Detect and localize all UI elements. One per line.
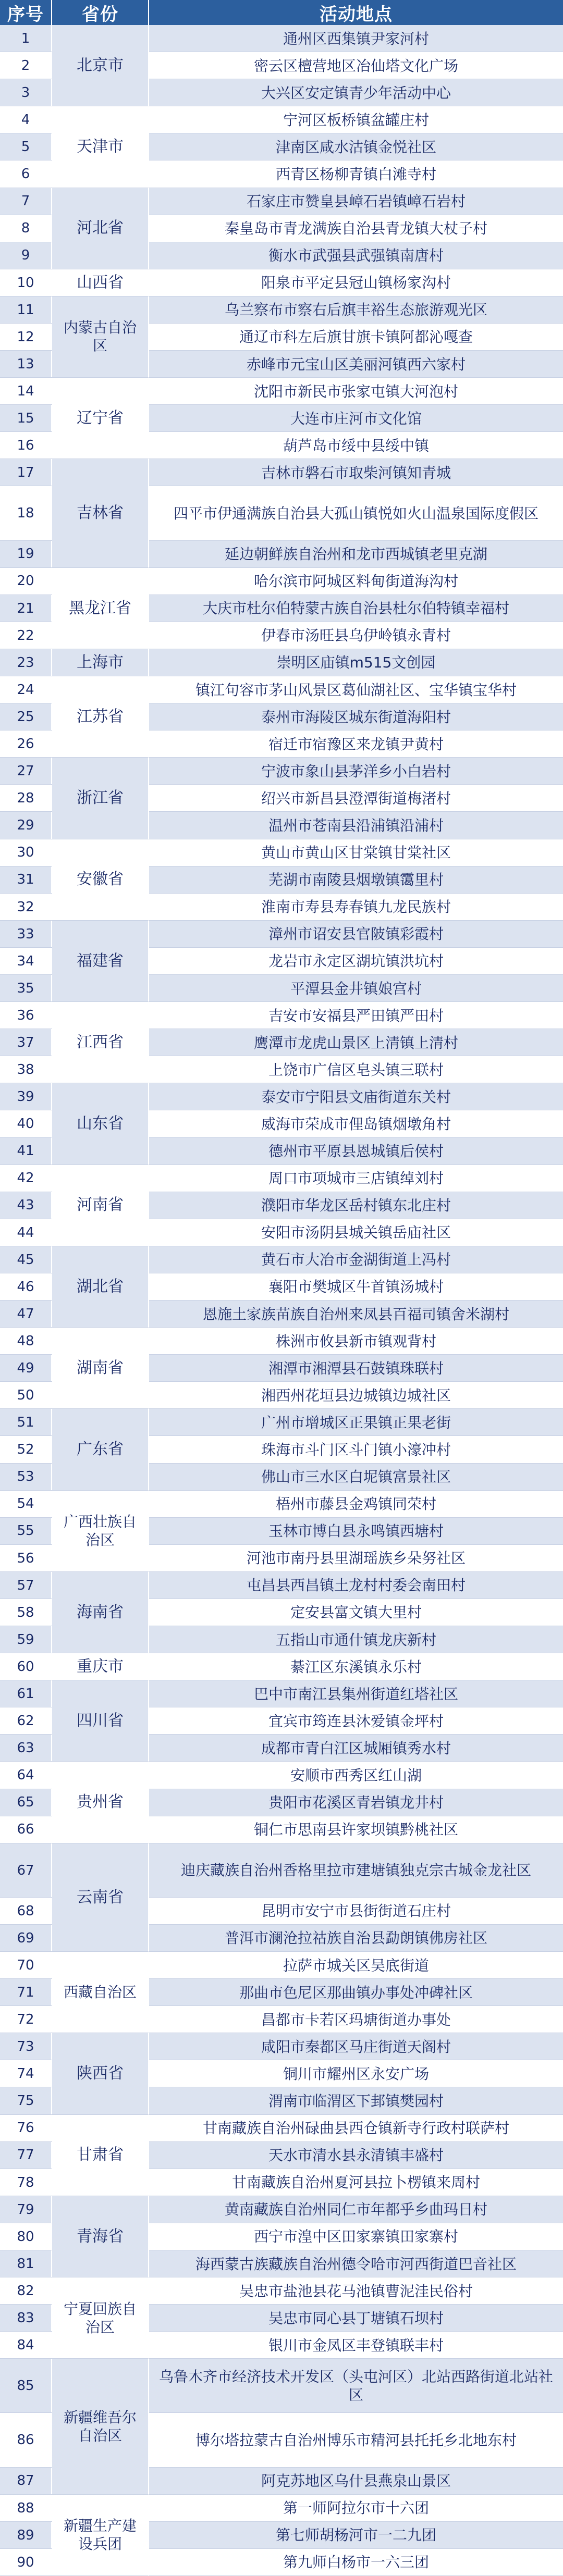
- row-location: 湘西州花垣县边城镇边城社区: [149, 1382, 563, 1409]
- row-number: 84: [0, 2332, 52, 2359]
- province-cell: 上海市: [52, 649, 149, 676]
- row-location: 威海市荣成市俚岛镇烟墩角村: [149, 1110, 563, 1137]
- row-number: 65: [0, 1789, 52, 1816]
- province-cell: 陕西省: [52, 2033, 149, 2114]
- header-num: 序号: [0, 0, 52, 25]
- row-location: 襄阳市樊城区牛首镇汤城村: [149, 1273, 563, 1301]
- row-location: 甘南藏族自治州碌曲县西仓镇新寺行政村联萨村: [149, 2115, 563, 2142]
- row-location: 恩施土家族苗族自治州来凤县百福司镇舍米湖村: [149, 1301, 563, 1328]
- province-cell: 山东省: [52, 1083, 149, 1165]
- row-number: 78: [0, 2169, 52, 2196]
- row-location: 濮阳市华龙区岳村镇东北庄村: [149, 1192, 563, 1219]
- row-number: 28: [0, 785, 52, 812]
- row-location: 通辽市科左后旗甘旗卡镇阿都沁嘎查: [149, 324, 563, 351]
- row-location: 拉萨市城关区吴底街道: [149, 1952, 563, 1979]
- row-number: 57: [0, 1572, 52, 1599]
- province-cell: 吉林省: [52, 459, 149, 567]
- row-number: 12: [0, 324, 52, 351]
- row-number: 2: [0, 52, 52, 79]
- row-location: 巴中市南江县集州街道红塔社区: [149, 1680, 563, 1707]
- row-number: 26: [0, 730, 52, 758]
- province-cell: 广西壮族自治区: [52, 1491, 149, 1572]
- province-cell: 安徽省: [52, 839, 149, 921]
- row-number: 35: [0, 975, 52, 1002]
- row-location: 崇明区庙镇m515文创园: [149, 649, 563, 676]
- province-cell: 辽宁省: [52, 378, 149, 459]
- row-number: 75: [0, 2087, 52, 2114]
- row-number: 23: [0, 649, 52, 676]
- row-number: 79: [0, 2196, 52, 2223]
- row-number: 72: [0, 2006, 52, 2033]
- province-cell: 福建省: [52, 921, 149, 1002]
- row-location: 哈尔滨市阿城区料甸街道海沟村: [149, 568, 563, 595]
- province-cell: 河北省: [52, 188, 149, 269]
- row-number: 41: [0, 1137, 52, 1165]
- row-number: 10: [0, 269, 52, 296]
- row-location: 衡水市武强县武强镇南唐村: [149, 242, 563, 269]
- row-location: 乌兰察布市察右后旗丰裕生态旅游观光区: [149, 296, 563, 324]
- province-cell: 江西省: [52, 1002, 149, 1083]
- province-cell: 新疆维吾尔自治区: [52, 2359, 149, 2494]
- row-location: 綦江区东溪镇永乐村: [149, 1653, 563, 1680]
- row-number: 27: [0, 758, 52, 785]
- row-location: 赤峰市元宝山区美丽河镇西六家村: [149, 351, 563, 378]
- row-location: 吴忠市盐池县花马池镇曹泥洼民俗村: [149, 2277, 563, 2305]
- row-number: 66: [0, 1816, 52, 1843]
- row-location: 昆明市安宁市县街街道石庄村: [149, 1898, 563, 1925]
- row-location: 吴忠市同心县丁塘镇石坝村: [149, 2305, 563, 2332]
- row-number: 86: [0, 2413, 52, 2467]
- row-number: 33: [0, 921, 52, 948]
- row-number: 52: [0, 1436, 52, 1463]
- row-number: 37: [0, 1029, 52, 1056]
- row-location: 吉安市安福县严田镇严田村: [149, 1002, 563, 1029]
- row-location: 宁河区板桥镇盆罐庄村: [149, 106, 563, 133]
- header-location: 活动地点: [149, 0, 563, 25]
- row-location: 第七师胡杨河市一二九团: [149, 2522, 563, 2549]
- row-number: 9: [0, 242, 52, 269]
- row-location: 温州市苍南县沿浦镇沿浦村: [149, 812, 563, 839]
- row-location: 河池市南丹县里湖瑶族乡朵努社区: [149, 1545, 563, 1572]
- row-location: 葫芦岛市绥中县绥中镇: [149, 432, 563, 459]
- row-number: 7: [0, 188, 52, 215]
- row-number: 22: [0, 622, 52, 649]
- row-number: 59: [0, 1626, 52, 1653]
- row-number: 77: [0, 2142, 52, 2169]
- province-cell: 四川省: [52, 1680, 149, 1762]
- row-location: 渭南市临渭区下邽镇樊园村: [149, 2087, 563, 2114]
- province-cell: 海南省: [52, 1572, 149, 1653]
- row-location: 通州区西集镇尹家河村: [149, 25, 563, 52]
- row-location: 西宁市湟中区田家寨镇田家寨村: [149, 2223, 563, 2250]
- row-number: 50: [0, 1382, 52, 1409]
- row-number: 55: [0, 1518, 52, 1545]
- row-location: 贵阳市花溪区青岩镇龙井村: [149, 1789, 563, 1816]
- row-location: 大兴区安定镇青少年活动中心: [149, 79, 563, 106]
- row-number: 21: [0, 595, 52, 622]
- row-location: 西青区杨柳青镇白滩寺村: [149, 160, 563, 188]
- row-number: 54: [0, 1491, 52, 1518]
- row-location: 普洱市澜沧拉祜族自治县勐朗镇佛房社区: [149, 1925, 563, 1952]
- row-number: 3: [0, 79, 52, 106]
- row-location: 成都市青白江区城厢镇秀水村: [149, 1735, 563, 1762]
- row-number: 62: [0, 1707, 52, 1735]
- row-number: 46: [0, 1273, 52, 1301]
- row-location: 津南区咸水沽镇金悦社区: [149, 133, 563, 160]
- row-location: 大庆市杜尔伯特蒙古族自治县杜尔伯特镇幸福村: [149, 595, 563, 622]
- row-number: 36: [0, 1002, 52, 1029]
- row-number: 82: [0, 2277, 52, 2305]
- row-number: 5: [0, 133, 52, 160]
- row-location: 梧州市藤县金鸡镇同荣村: [149, 1491, 563, 1518]
- province-cell: 甘肃省: [52, 2115, 149, 2196]
- row-location: 淮南市寿县寿春镇九龙民族村: [149, 894, 563, 921]
- province-cell: 云南省: [52, 1843, 149, 1952]
- row-location: 宜宾市筠连县沐爱镇金坪村: [149, 1707, 563, 1735]
- row-location: 黄石市大冶市金湖街道上冯村: [149, 1246, 563, 1273]
- row-number: 53: [0, 1464, 52, 1491]
- row-location: 黄南藏族自治州同仁市年都乎乡曲玛日村: [149, 2196, 563, 2223]
- row-number: 1: [0, 25, 52, 52]
- row-location: 宁波市象山县茅洋乡小白岩村: [149, 758, 563, 785]
- row-location: 龙岩市永定区湖坑镇洪坑村: [149, 948, 563, 975]
- row-location: 泰安市宁阳县文庙街道东关村: [149, 1083, 563, 1110]
- row-location: 佛山市三水区白坭镇富景社区: [149, 1464, 563, 1491]
- row-number: 13: [0, 351, 52, 378]
- row-location: 泰州市海陵区城东街道海阳村: [149, 703, 563, 730]
- row-number: 83: [0, 2305, 52, 2332]
- row-number: 43: [0, 1192, 52, 1219]
- row-location: 漳州市诏安县官陂镇彩霞村: [149, 921, 563, 948]
- row-number: 63: [0, 1735, 52, 1762]
- province-cell: 广东省: [52, 1409, 149, 1490]
- province-cell: 浙江省: [52, 758, 149, 839]
- row-number: 34: [0, 948, 52, 975]
- row-number: 88: [0, 2495, 52, 2522]
- row-number: 4: [0, 106, 52, 133]
- row-location: 安阳市汤阴县城关镇岳庙社区: [149, 1219, 563, 1246]
- row-location: 阳泉市平定县冠山镇杨家沟村: [149, 269, 563, 296]
- province-cell: 西藏自治区: [52, 1952, 149, 2033]
- row-number: 20: [0, 568, 52, 595]
- row-number: 74: [0, 2060, 52, 2087]
- row-location: 广州市增城区正果镇正果老街: [149, 1409, 563, 1436]
- row-location: 乌鲁木齐市经济技术开发区（头屯河区）北站西路街道北站社区: [149, 2359, 563, 2413]
- row-number: 89: [0, 2522, 52, 2549]
- row-location: 第九师白杨市一六三团: [149, 2549, 563, 2576]
- row-location: 甘南藏族自治州夏河县拉卜楞镇来周村: [149, 2169, 563, 2196]
- row-location: 鹰潭市龙虎山景区上清镇上清村: [149, 1029, 563, 1056]
- row-location: 密云区檀营地区冶仙塔文化广场: [149, 52, 563, 79]
- row-location: 那曲市色尼区那曲镇办事处冲碑社区: [149, 1979, 563, 2006]
- row-number: 87: [0, 2468, 52, 2495]
- row-number: 17: [0, 459, 52, 486]
- province-cell: 天津市: [52, 106, 149, 188]
- province-cell: 青海省: [52, 2196, 149, 2277]
- province-cell: 山西省: [52, 269, 149, 296]
- row-number: 19: [0, 541, 52, 568]
- row-location: 迪庆藏族自治州香格里拉市建塘镇独克宗古城金龙社区: [149, 1843, 563, 1898]
- row-number: 15: [0, 405, 52, 432]
- row-number: 6: [0, 160, 52, 188]
- row-location: 湘潭市湘潭县石鼓镇珠联村: [149, 1355, 563, 1382]
- row-location: 海西蒙古族藏族自治州德令哈市河西街道巴音社区: [149, 2250, 563, 2277]
- row-location: 咸阳市秦都区马庄街道天阁村: [149, 2033, 563, 2060]
- row-number: 44: [0, 1219, 52, 1246]
- row-number: 31: [0, 866, 52, 894]
- row-number: 70: [0, 1952, 52, 1979]
- province-cell: 北京市: [52, 25, 149, 106]
- row-location: 宿迁市宿豫区来龙镇尹黄村: [149, 730, 563, 758]
- row-number: 85: [0, 2359, 52, 2413]
- row-location: 周口市项城市三店镇绰刘村: [149, 1165, 563, 1192]
- row-location: 五指山市通什镇龙庆新村: [149, 1626, 563, 1653]
- province-cell: 贵州省: [52, 1762, 149, 1843]
- row-number: 48: [0, 1328, 52, 1355]
- row-location: 德州市平原县恩城镇后侯村: [149, 1137, 563, 1165]
- row-number: 25: [0, 703, 52, 730]
- row-number: 45: [0, 1246, 52, 1273]
- row-number: 8: [0, 215, 52, 242]
- row-number: 38: [0, 1056, 52, 1083]
- row-location: 伊春市汤旺县乌伊岭镇永青村: [149, 622, 563, 649]
- row-number: 80: [0, 2223, 52, 2250]
- row-location: 第一师阿拉尔市十六团: [149, 2495, 563, 2522]
- row-location: 平潭县金井镇娘宫村: [149, 975, 563, 1002]
- province-cell: 黑龙江省: [52, 568, 149, 649]
- row-number: 90: [0, 2549, 52, 2576]
- province-cell: 新疆生产建设兵团: [52, 2495, 149, 2576]
- row-location: 沈阳市新民市张家屯镇大河泡村: [149, 378, 563, 405]
- row-number: 29: [0, 812, 52, 839]
- row-number: 71: [0, 1979, 52, 2006]
- row-location: 阿克苏地区乌什县燕泉山景区: [149, 2468, 563, 2495]
- row-number: 14: [0, 378, 52, 405]
- row-location: 大连市庄河市文化馆: [149, 405, 563, 432]
- row-number: 47: [0, 1301, 52, 1328]
- row-number: 39: [0, 1083, 52, 1110]
- row-location: 安顺市西秀区红山湖: [149, 1762, 563, 1789]
- province-cell: 江苏省: [52, 676, 149, 758]
- province-cell: 湖北省: [52, 1246, 149, 1328]
- row-number: 73: [0, 2033, 52, 2060]
- row-location: 铜仁市思南县许家坝镇黔桃社区: [149, 1816, 563, 1843]
- row-number: 16: [0, 432, 52, 459]
- row-location: 芜湖市南陵县烟墩镇霭里村: [149, 866, 563, 894]
- row-location: 屯昌县西昌镇土龙村村委会南田村: [149, 1572, 563, 1599]
- row-location: 珠海市斗门区斗门镇小濠冲村: [149, 1436, 563, 1463]
- row-number: 32: [0, 894, 52, 921]
- province-cell: 湖南省: [52, 1328, 149, 1409]
- row-number: 40: [0, 1110, 52, 1137]
- province-cell: 宁夏回族自治区: [52, 2277, 149, 2359]
- row-location: 昌都市卡若区玛塘街道办事处: [149, 2006, 563, 2033]
- header-province: 省份: [52, 0, 149, 25]
- row-location: 延边朝鲜族自治州和龙市西城镇老里克湖: [149, 541, 563, 568]
- province-cell: 重庆市: [52, 1653, 149, 1680]
- row-location: 玉林市博白县永鸣镇西塘村: [149, 1518, 563, 1545]
- row-location: 镇江句容市茅山风景区葛仙湖社区、宝华镇宝华村: [149, 676, 563, 703]
- row-number: 58: [0, 1599, 52, 1626]
- province-cell: 内蒙古自治区: [52, 296, 149, 378]
- row-number: 69: [0, 1925, 52, 1952]
- row-number: 64: [0, 1762, 52, 1789]
- row-location: 定安县富文镇大里村: [149, 1599, 563, 1626]
- row-location: 银川市金凤区丰登镇联丰村: [149, 2332, 563, 2359]
- row-number: 60: [0, 1653, 52, 1680]
- row-number: 11: [0, 296, 52, 324]
- row-number: 51: [0, 1409, 52, 1436]
- row-number: 67: [0, 1843, 52, 1898]
- row-number: 49: [0, 1355, 52, 1382]
- row-location: 上饶市广信区皂头镇三联村: [149, 1056, 563, 1083]
- row-location: 天水市清水县永清镇丰盛村: [149, 2142, 563, 2169]
- row-number: 61: [0, 1680, 52, 1707]
- row-location: 黄山市黄山区甘棠镇甘棠社区: [149, 839, 563, 866]
- row-number: 18: [0, 486, 52, 540]
- row-location: 秦皇岛市青龙满族自治县青龙镇大杖子村: [149, 215, 563, 242]
- row-number: 68: [0, 1898, 52, 1925]
- row-number: 76: [0, 2115, 52, 2142]
- row-number: 81: [0, 2250, 52, 2277]
- row-number: 56: [0, 1545, 52, 1572]
- row-number: 24: [0, 676, 52, 703]
- row-location: 石家庄市赞皇县嶂石岩镇嶂石岩村: [149, 188, 563, 215]
- row-number: 30: [0, 839, 52, 866]
- row-location: 四平市伊通满族自治县大孤山镇悦如火山温泉国际度假区: [149, 486, 563, 540]
- row-location: 博尔塔拉蒙古自治州博乐市精河县托托乡北地东村: [149, 2413, 563, 2467]
- row-location: 铜川市耀州区永安广场: [149, 2060, 563, 2087]
- row-location: 绍兴市新昌县澄潭街道梅渚村: [149, 785, 563, 812]
- row-location: 株洲市攸县新市镇观背村: [149, 1328, 563, 1355]
- row-number: 42: [0, 1165, 52, 1192]
- province-cell: 河南省: [52, 1165, 149, 1246]
- row-location: 吉林市磐石市取柴河镇知青城: [149, 459, 563, 486]
